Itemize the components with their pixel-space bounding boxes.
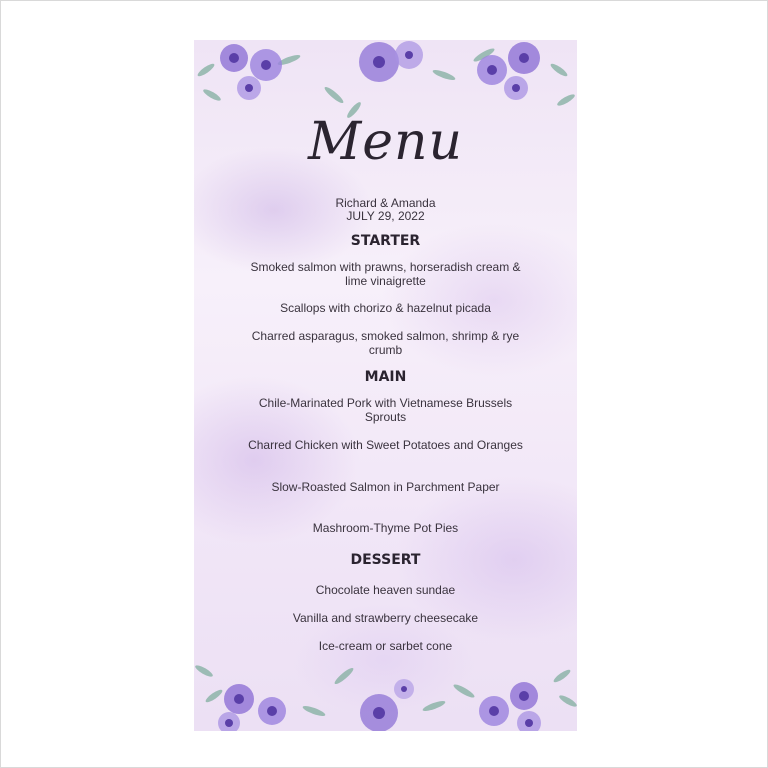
event-date: JULY 29, 2022 — [346, 209, 425, 223]
menu-item: Charred Chicken with Sweet Potatoes and Oranges — [248, 438, 523, 452]
floral-border-top — [194, 40, 577, 120]
menu-card — [194, 40, 577, 731]
section-heading-starter: STARTER — [350, 233, 421, 249]
menu-item: Mashroom-Thyme Pot Pies — [312, 521, 459, 535]
section-heading-dessert: DESSERT — [350, 552, 421, 568]
menu-item: Scallops with chorizo & hazelnut picada — [280, 301, 491, 315]
menu-item: Ice-cream or sarbet cone — [318, 639, 453, 653]
menu-item: Smoked salmon with prawns, horseradish cream & lime vinaigrette — [250, 260, 521, 288]
menu-item: Chile-Marinated Pork with Vietnamese Brussels Sprouts — [258, 396, 513, 424]
section-heading-main: MAIN — [364, 369, 407, 385]
couple-names: Richard & Amanda — [335, 196, 436, 210]
menu-item: Slow-Roasted Salmon in Parchment Paper — [271, 480, 500, 494]
menu-item: Charred asparagus, smoked salmon, shrimp & rye crumb — [251, 329, 520, 357]
floral-border-bottom — [194, 651, 577, 731]
menu-title: Menu — [308, 112, 463, 172]
menu-item: Chocolate heaven sundae — [315, 583, 456, 597]
menu-item: Vanilla and strawberry cheesecake — [292, 611, 479, 625]
flower-icon — [218, 679, 541, 731]
